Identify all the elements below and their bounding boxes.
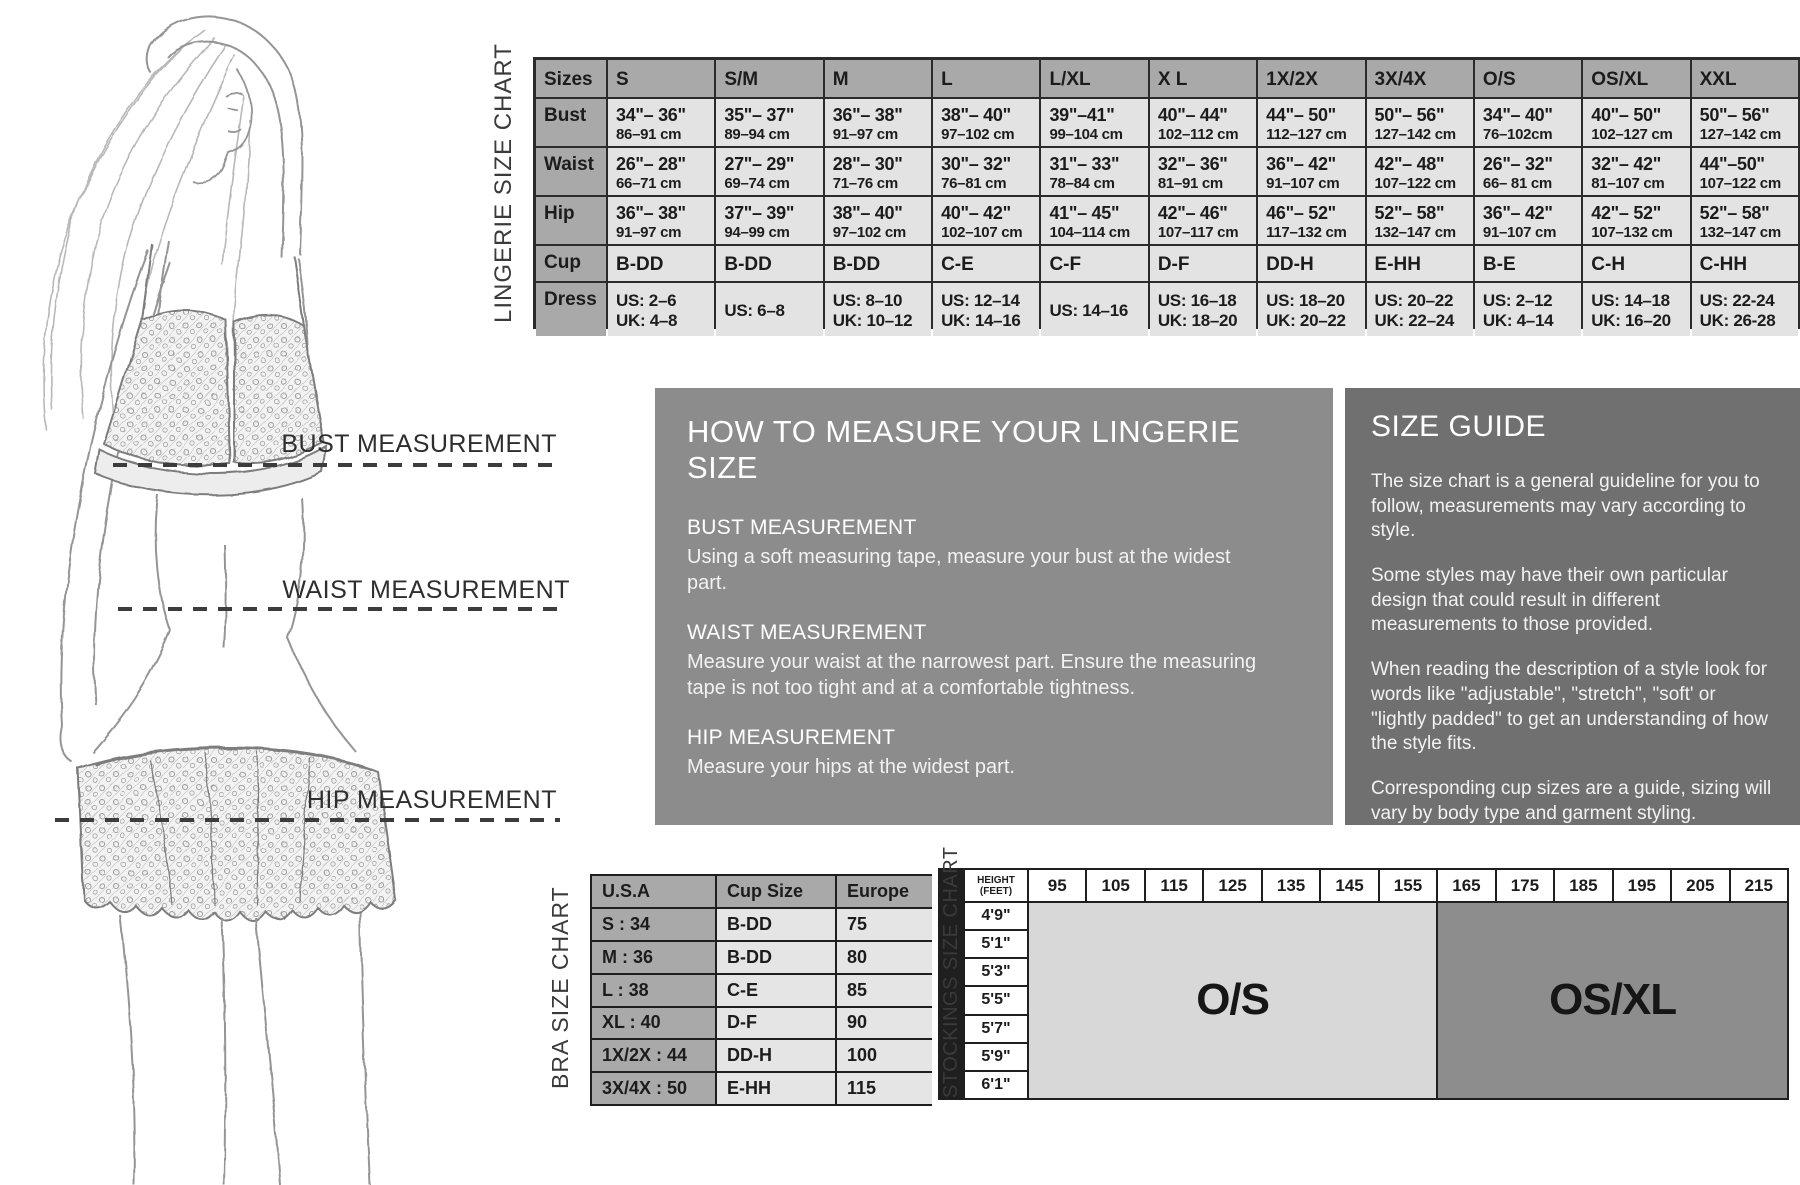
stockings-weight-header: 185: [1555, 870, 1611, 901]
size-cell: 31"– 33" 78–84 cm: [1041, 148, 1147, 195]
size-cell: 36"– 42" 91–107 cm: [1475, 197, 1581, 244]
bra-size-table: [590, 874, 932, 1106]
waist-measurement-label: WAIST MEASUREMENT: [282, 576, 570, 604]
bra-cell: 80: [837, 942, 932, 973]
sizes-corner-header: Sizes: [536, 60, 606, 97]
size-cell: US: 12–14 UK: 14–16: [933, 283, 1039, 336]
size-cell: E-HH: [1367, 246, 1473, 281]
size-guide-paragraph: When reading the description of a style look for words like "adjustable", "stretch", "soft' or "lightly padded" to get an understanding of how the style fits.: [1371, 659, 1768, 755]
size-column-header: XXL: [1692, 60, 1798, 97]
size-cell: 44"–50" 107–122 cm: [1692, 148, 1798, 195]
stockings-size-chart-side-label: STOCKINGS SIZE CHART: [938, 868, 1764, 1100]
stockings-height-corner-header: HEIGHT (FEET): [965, 870, 1027, 901]
bra-cell: DD-H: [717, 1040, 835, 1071]
bra-column-header: Cup Size: [717, 876, 835, 907]
size-cell: 38"– 40" 97–102 cm: [825, 197, 931, 244]
size-cell: US: 2–12 UK: 4–14: [1475, 283, 1581, 336]
measure-row-label: Hip: [536, 197, 606, 244]
size-cell: 40"– 44" 102–112 cm: [1150, 99, 1256, 146]
size-column-header: M: [825, 60, 931, 97]
bra-cell: 100: [837, 1040, 932, 1071]
bra-row-label: XL : 40: [592, 1008, 715, 1039]
how-to-section-body: Measure your waist at the narrowest part. Ensure the measuring tape is not too tight and at a comfortable tightness.: [687, 650, 1257, 700]
bra-row-label: 3X/4X : 50: [592, 1073, 715, 1104]
how-to-section-body: Using a soft measuring tape, measure your bust at the widest part.: [687, 546, 1231, 595]
bra-row-label: 1X/2X : 44: [592, 1040, 715, 1071]
how-to-measure-title: HOW TO MEASURE YOUR LINGERIE SIZE: [687, 414, 1241, 485]
size-cell: US: 2–6 UK: 4–8: [608, 283, 714, 336]
hip-dashed-line: [55, 818, 560, 822]
size-cell: B-DD: [716, 246, 822, 281]
size-cell: D-F: [1150, 246, 1256, 281]
bra-row-label: M : 36: [592, 942, 715, 973]
size-cell: 40"– 50" 102–127 cm: [1583, 99, 1689, 146]
size-cell: 34"– 40" 76–102cm: [1475, 99, 1581, 146]
size-cell: 52"– 58" 132–147 cm: [1692, 197, 1798, 244]
bust-measurement-label: BUST MEASUREMENT: [281, 430, 557, 458]
size-column-header: X L: [1150, 60, 1256, 97]
how-to-section-heading: HIP MEASUREMENT: [687, 725, 896, 749]
size-column-header: 1X/2X: [1258, 60, 1364, 97]
bra-cell: B-DD: [717, 909, 835, 940]
size-cell: 34"– 36" 86–91 cm: [608, 99, 714, 146]
stockings-size-table: [963, 868, 1789, 1100]
bra-cell: E-HH: [717, 1073, 835, 1104]
stockings-weight-header: 215: [1731, 870, 1787, 901]
size-cell: 37"– 39" 94–99 cm: [716, 197, 822, 244]
how-to-measure-box: [655, 388, 1333, 825]
measure-row-label: Cup: [536, 246, 606, 281]
lingerie-size-table: [533, 57, 1800, 329]
stockings-weight-header: 205: [1672, 870, 1728, 901]
size-cell: US: 20–22 UK: 22–24: [1367, 283, 1473, 336]
how-to-section: [687, 726, 1301, 780]
size-guide-paragraph: Corresponding cup sizes are a guide, sizing will vary by body type and garment styling.: [1371, 777, 1772, 824]
size-column-header: L/XL: [1041, 60, 1147, 97]
how-to-section-heading: BUST MEASUREMENT: [687, 516, 917, 539]
bra-column-header: U.S.A: [592, 876, 715, 907]
size-column-header: S: [608, 60, 714, 97]
size-cell: US: 18–20 UK: 20–22: [1258, 283, 1364, 336]
size-cell: 42"– 48" 107–122 cm: [1367, 148, 1473, 195]
size-guide-paragraph: Some styles may have their own particular design that could result in different measurements to those provided.: [1371, 565, 1728, 636]
size-guide-title: SIZE GUIDE: [1371, 410, 1547, 443]
size-cell: 26"– 32" 66– 81 cm: [1475, 148, 1581, 195]
size-cell: C-F: [1041, 246, 1147, 281]
size-cell: B-DD: [825, 246, 931, 281]
stockings-height-label: 4'9": [965, 903, 1027, 929]
how-to-section-body: Measure your hips at the widest part.: [687, 755, 1015, 778]
stockings-body-grid: [965, 903, 1787, 1098]
stockings-weight-header: 105: [1087, 870, 1143, 901]
size-cell: C-HH: [1692, 246, 1798, 281]
size-cell: 46"– 52" 117–132 cm: [1258, 197, 1364, 244]
stockings-weight-header: 95: [1029, 870, 1085, 901]
stockings-os-region: O/S: [1029, 903, 1436, 1098]
size-column-header: OS/XL: [1583, 60, 1689, 97]
size-cell: 39"–41" 99–104 cm: [1041, 99, 1147, 146]
lingerie-size-chart-side-label: LINGERIE SIZE CHART: [490, 43, 517, 323]
stockings-height-label: 5'1": [965, 931, 1027, 957]
size-cell: 28"– 30" 71–76 cm: [825, 148, 931, 195]
size-cell: 26"– 28" 66–71 cm: [608, 148, 714, 195]
size-cell: B-DD: [608, 246, 714, 281]
bust-dashed-line: [113, 463, 560, 467]
measure-row-label: Waist: [536, 148, 606, 195]
size-cell: 50"– 56" 127–142 cm: [1367, 99, 1473, 146]
stockings-height-label: 5'5": [965, 987, 1027, 1013]
size-guide-paragraphs: [1371, 470, 1774, 826]
bra-row-label: S : 34: [592, 909, 715, 940]
size-cell: 41"– 45" 104–114 cm: [1041, 197, 1147, 244]
bra-row-label: L : 38: [592, 975, 715, 1006]
size-cell: 44"– 50" 112–127 cm: [1258, 99, 1364, 146]
size-cell: 32"– 36" 81–91 cm: [1150, 148, 1256, 195]
how-to-section-heading: WAIST MEASUREMENT: [687, 620, 927, 644]
size-cell: 27"– 29" 69–74 cm: [716, 148, 822, 195]
how-to-section: [687, 516, 1301, 597]
stockings-height-label: 6'1": [965, 1072, 1027, 1098]
how-to-measure-sections: [687, 516, 1301, 780]
size-cell: US: 14–18 UK: 16–20: [1583, 283, 1689, 336]
size-cell: 36"– 42" 91–107 cm: [1258, 148, 1364, 195]
bra-cell: B-DD: [717, 942, 835, 973]
bra-size-chart-side-label: BRA SIZE CHART: [547, 886, 573, 1090]
size-cell: 36"– 38" 91–97 cm: [825, 99, 931, 146]
size-cell: US: 16–18 UK: 18–20: [1150, 283, 1256, 336]
how-to-section: [687, 621, 1301, 702]
stockings-weight-header: 155: [1380, 870, 1436, 901]
bra-cell: 75: [837, 909, 932, 940]
size-cell: 32"– 42" 81–107 cm: [1583, 148, 1689, 195]
stockings-height-label: 5'9": [965, 1044, 1027, 1070]
size-cell: DD-H: [1258, 246, 1364, 281]
size-guide-paragraph: The size chart is a general guideline for you to follow, measurements may vary according to style.: [1371, 471, 1760, 542]
size-cell: 38"– 40" 97–102 cm: [933, 99, 1039, 146]
stockings-height-label: 5'7": [965, 1016, 1027, 1042]
size-cell: 42"– 52" 107–132 cm: [1583, 197, 1689, 244]
bra-cell: C-E: [717, 975, 835, 1006]
stockings-weight-header: 175: [1497, 870, 1553, 901]
size-cell: US: 22-24 UK: 26-28: [1692, 283, 1798, 336]
size-cell: 30"– 32" 76–81 cm: [933, 148, 1039, 195]
size-cell: 40"– 42" 102–107 cm: [933, 197, 1039, 244]
size-cell: 36"– 38" 91–97 cm: [608, 197, 714, 244]
stockings-height-label: 5'3": [965, 959, 1027, 985]
size-column-header: L: [933, 60, 1039, 97]
size-cell: 52"– 58" 132–147 cm: [1367, 197, 1473, 244]
measure-row-label: Dress: [536, 283, 606, 336]
stockings-osxl-region: OS/XL: [1438, 903, 1787, 1098]
stockings-weight-header: 165: [1438, 870, 1494, 901]
stockings-weight-header: 195: [1614, 870, 1670, 901]
hip-measurement-label: HIP MEASUREMENT: [306, 786, 557, 814]
bra-cell: 85: [837, 975, 932, 1006]
size-column-header: S/M: [716, 60, 822, 97]
size-column-header: O/S: [1475, 60, 1581, 97]
size-cell: 35"– 37" 89–94 cm: [716, 99, 822, 146]
size-cell: US: 14–16: [1041, 283, 1147, 336]
size-guide-box: [1345, 388, 1800, 825]
bra-cell: 115: [837, 1073, 932, 1104]
stockings-header-row: [965, 870, 1787, 901]
stockings-weight-header: 125: [1204, 870, 1260, 901]
size-column-header: 3X/4X: [1367, 60, 1473, 97]
bra-cell: 90: [837, 1008, 932, 1039]
bra-column-header: Europe: [837, 876, 932, 907]
stockings-weight-header: 145: [1321, 870, 1377, 901]
bra-cell: D-F: [717, 1008, 835, 1039]
waist-dashed-line: [118, 607, 560, 611]
measure-row-label: Bust: [536, 99, 606, 146]
stockings-weight-header: 115: [1146, 870, 1202, 901]
stockings-weight-header: 135: [1263, 870, 1319, 901]
size-cell: C-E: [933, 246, 1039, 281]
size-cell: B-E: [1475, 246, 1581, 281]
size-cell: US: 8–10 UK: 10–12: [825, 283, 931, 336]
size-cell: 42"– 46" 107–117 cm: [1150, 197, 1256, 244]
size-cell: C-H: [1583, 246, 1689, 281]
size-cell: 50"– 56" 127–142 cm: [1692, 99, 1798, 146]
size-cell: US: 6–8: [716, 283, 822, 336]
